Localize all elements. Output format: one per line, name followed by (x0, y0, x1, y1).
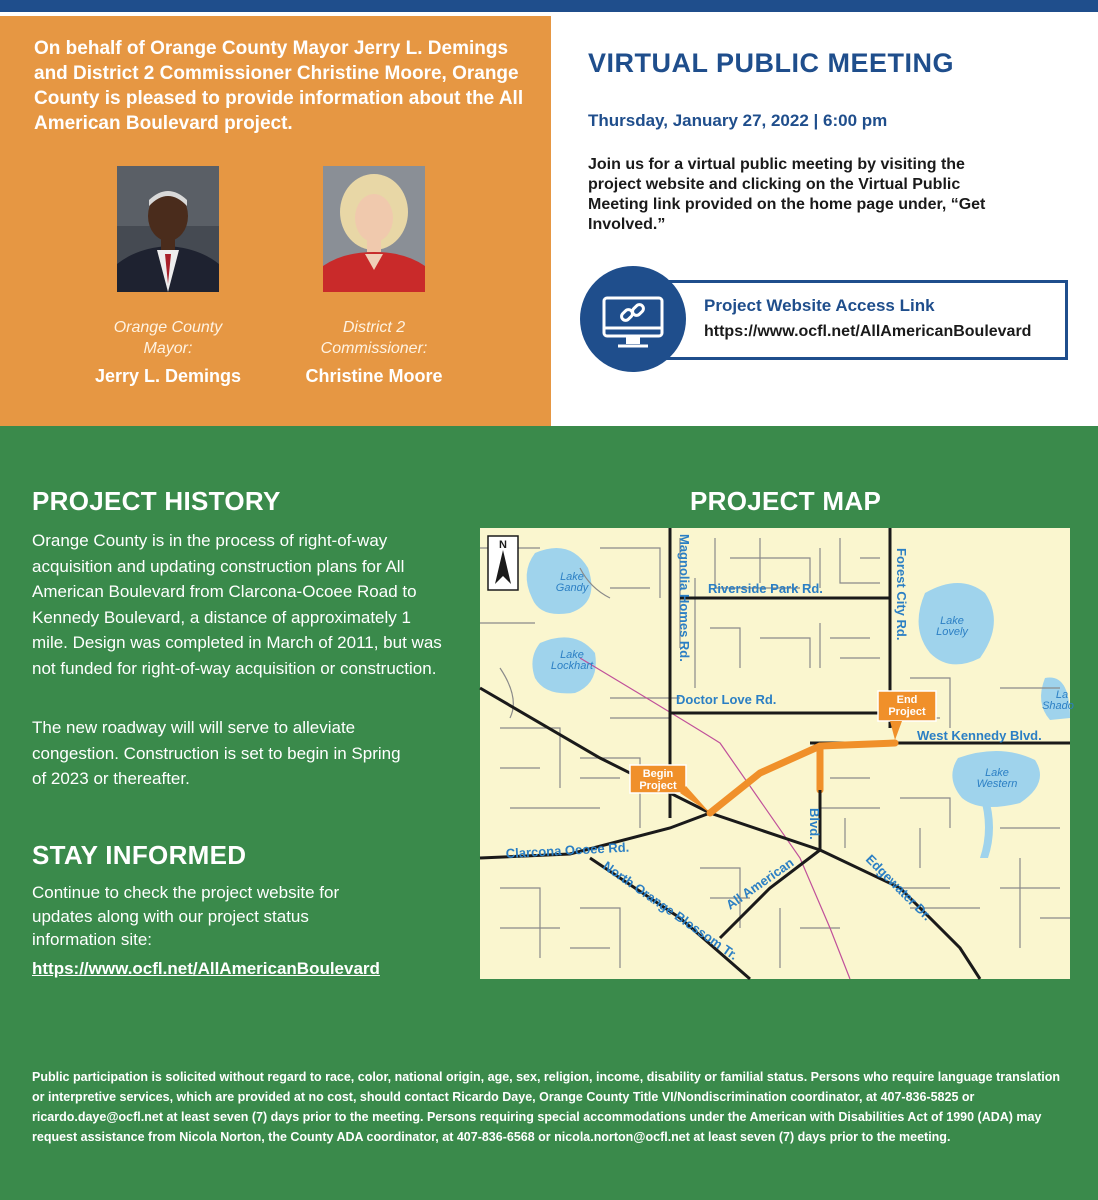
label-magnolia: Magnolia Homes Rd. (677, 534, 692, 662)
website-link-url[interactable]: https://www.ocfl.net/AllAmericanBoulevard (704, 323, 1032, 340)
label-lake-lovely-2: Lovely (936, 626, 968, 638)
mayor-role-line2: Mayor: (143, 340, 193, 357)
label-north-orange: North Orange Blossom Tr. (600, 858, 741, 963)
label-blvd: Blvd. (807, 808, 822, 840)
label-all-american: All American (723, 854, 797, 913)
label-west-kennedy: West Kennedy Blvd. (917, 728, 1042, 743)
mayor-portrait (117, 166, 219, 292)
commissioner-role (274, 317, 474, 359)
label-lake-lockhart-2: Lockhart (550, 660, 594, 672)
meeting-description: Join us for a virtual public meeting by visiting the project website and clicking on the Virtual Public Meeting link provided on the home page under, “Get Involved.” (588, 156, 986, 233)
begin-marker-line1: Begin (642, 768, 674, 780)
label-lake-western-2: Western (976, 778, 1018, 790)
stay-informed-heading: STAY INFORMED (32, 840, 247, 870)
label-lake-western-1: Lake (985, 767, 1009, 779)
commissioner-role-line2: Commissioner: (320, 340, 428, 357)
top-rule (0, 0, 1098, 16)
label-forest-city: Forest City Rd. (894, 548, 909, 641)
computer-link-icon (580, 266, 686, 372)
history-heading: PROJECT HISTORY (32, 486, 281, 516)
north-label: N (499, 539, 507, 551)
website-link-box[interactable] (650, 280, 1068, 360)
commissioner-role-line1: District 2 (342, 319, 406, 336)
nondiscrimination-notice: Public participation is solicited without regard to race, color, national origin, age, sex, religion, income, disability or familial status. Persons who require language translation or interpretive services, which are provided at no cost, should contact Ricardo Daye, Orange County Title VI/Nondiscrimination coordinator, at 407-836-5825 or ricardo.daye@ocfl.net at least seven (7) days prior to the meeting. Persons requiring special accommodations under the American with Disabilities Act of 1990 (ADA) may request assistance from Nicola Norton, the County ADA coordinator, at 407-836-6568 or nicola.norton@ocfl.net at least seven (7) days prior to the meeting. (32, 1070, 1060, 1144)
label-lake-shadow-1: La (1055, 689, 1069, 701)
commissioner-portrait (323, 166, 425, 292)
end-marker-line2: Project (888, 706, 926, 718)
label-doctor-love: Doctor Love Rd. (676, 692, 777, 707)
label-riverside: Riverside Park Rd. (708, 581, 823, 596)
label-lake-gandy-2: Gandy (555, 582, 589, 594)
intro-text: On behalf of Orange County Mayor Jerry L. Demings and District 2 Commissioner Christine Moore, Orange County is pleased to provide information about the All American Boulevard project. (34, 38, 524, 134)
mayor-role-line1: Orange County (113, 319, 223, 336)
mayor-role (68, 317, 268, 359)
meeting-date: Thursday, January 27, 2022 | 6:00 pm (588, 111, 888, 130)
label-lake-shadow-2: Shado (1042, 700, 1074, 712)
mayor-name: Jerry L. Demings (94, 366, 242, 386)
history-paragraph-2: The new roadway will will serve to alleviate congestion. Construction is set to begin in Spring of 2023 or thereafter. (32, 718, 401, 788)
label-lake-gandy-1: Lake (560, 571, 584, 583)
label-lake-lovely-1: Lake (940, 615, 964, 627)
label-edgewater: Edgewater Dr. (862, 851, 935, 924)
end-marker-line1: End (896, 694, 918, 706)
road-edgewater (820, 850, 980, 979)
commissioner-name: Christine Moore (305, 366, 443, 386)
label-clarcona: Clarcona Ocoee Rd. (505, 839, 630, 861)
map-heading: PROJECT MAP (690, 486, 882, 516)
project-map (480, 528, 1074, 979)
meeting-title: VIRTUAL PUBLIC MEETING (588, 48, 955, 78)
history-paragraph-1: Orange County is in the process of right-of-way acquisition and updating construction plans for All American Boulevard from Clarcona-Ocoee Road to Kennedy Boulevard, a distance of approximately 1 mile. Design was completed in March of 2011, but was not funded for right-of-way acquisition or construction. (32, 531, 442, 678)
stay-informed-text: Continue to check the project website for updates along with our project status information site: (32, 883, 340, 949)
north-arrow-icon (488, 536, 518, 590)
website-link-title: Project Website Access Link (704, 296, 935, 315)
label-lake-lockhart-1: Lake (560, 649, 584, 661)
project-status-link[interactable]: https://www.ocfl.net/AllAmericanBoulevard (32, 959, 380, 978)
begin-marker-line2: Project (639, 780, 677, 792)
